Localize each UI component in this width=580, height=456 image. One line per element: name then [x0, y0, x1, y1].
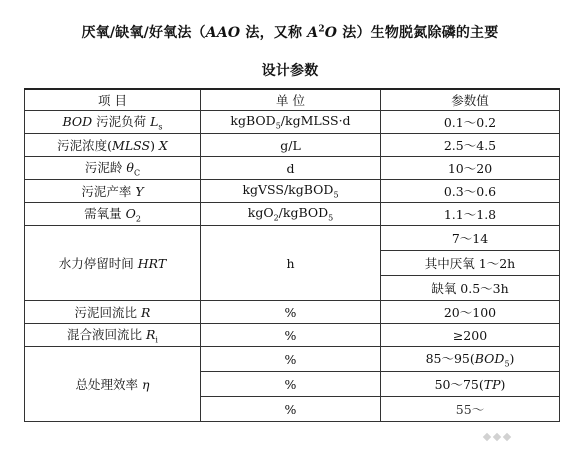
table-title-line-1: [0, 22, 580, 42]
title-text: 法，又称: [240, 25, 308, 41]
header-item: 项 目: [25, 89, 201, 111]
row-item: 需氧量 $O_2$: [25, 203, 201, 226]
row-value: 20～100: [381, 301, 560, 324]
row-unit: g/L: [201, 134, 381, 157]
watermark-icon: [483, 433, 491, 441]
row-value: 0.1～0.2: [381, 111, 560, 134]
table-row: [25, 226, 560, 251]
table-row: [25, 301, 560, 324]
title-a2o-a: A: [307, 25, 319, 41]
row-value: 7～14: [381, 226, 560, 251]
row-item: BOD 污泥负荷 $L_s$: [25, 111, 201, 134]
table-row: [25, 134, 560, 157]
title-a2o-sup: 2: [318, 24, 325, 35]
watermark-icon: [493, 433, 501, 441]
table-row: [25, 203, 560, 226]
row-value: 其中厌氧 1～2h: [381, 251, 560, 276]
watermark-logo: [482, 428, 568, 448]
row-item: 混合液回流比 $R_i$: [25, 324, 201, 347]
table-title-line-2: 设计参数: [261, 63, 319, 79]
row-item: 污泥浓度(MLSS) X: [25, 134, 201, 157]
row-value: $85\sim 95(BOD_5)$: [381, 347, 560, 372]
row-unit: d: [201, 157, 381, 180]
table-row: [25, 111, 560, 134]
table-row: [25, 157, 560, 180]
row-value: 55～: [381, 397, 560, 422]
design-parameters-table: [24, 88, 560, 422]
row-unit: %: [201, 372, 381, 397]
row-item: 污泥龄 $\theta_C$: [25, 157, 201, 180]
row-item: 污泥回流比 R: [25, 301, 201, 324]
table-row: [25, 324, 560, 347]
row-value: 2.5～4.5: [381, 134, 560, 157]
row-item: 总处理效率 η: [25, 347, 201, 422]
title-aao: AAO: [205, 25, 241, 41]
row-unit: %: [201, 324, 381, 347]
table-header-row: [25, 89, 560, 111]
row-unit: kgO$_2$/kgBOD$_5$: [201, 203, 381, 226]
row-value: 0.3～0.6: [381, 180, 560, 203]
row-unit: h: [201, 226, 381, 301]
row-unit: %: [201, 397, 381, 422]
watermark-icon: [503, 433, 511, 441]
header-unit: 单 位: [201, 89, 381, 111]
title-text: 法）生物脱氮除磷的主要: [337, 25, 499, 41]
row-item: 水力停留时间 HRT: [25, 226, 201, 301]
title-a2o-o: O: [324, 25, 338, 41]
row-value: 1.1～1.8: [381, 203, 560, 226]
row-value: 10～20: [381, 157, 560, 180]
table-row: [25, 180, 560, 203]
row-unit: %: [201, 347, 381, 372]
header-value: 参数值: [381, 89, 560, 111]
row-item: 污泥产率 Y: [25, 180, 201, 203]
row-value: 缺氧 0.5～3h: [381, 276, 560, 301]
title-text: 厌氧/缺氧/好氧法（: [81, 25, 206, 41]
row-value: ≥200: [381, 324, 560, 347]
row-unit: kgBOD$_5$/kgMLSS·d: [201, 111, 381, 134]
row-unit: %: [201, 301, 381, 324]
row-unit: kgVSS/kgBOD$_5$: [201, 180, 381, 203]
row-value: 50～75(TP): [381, 372, 560, 397]
table-row: [25, 347, 560, 372]
